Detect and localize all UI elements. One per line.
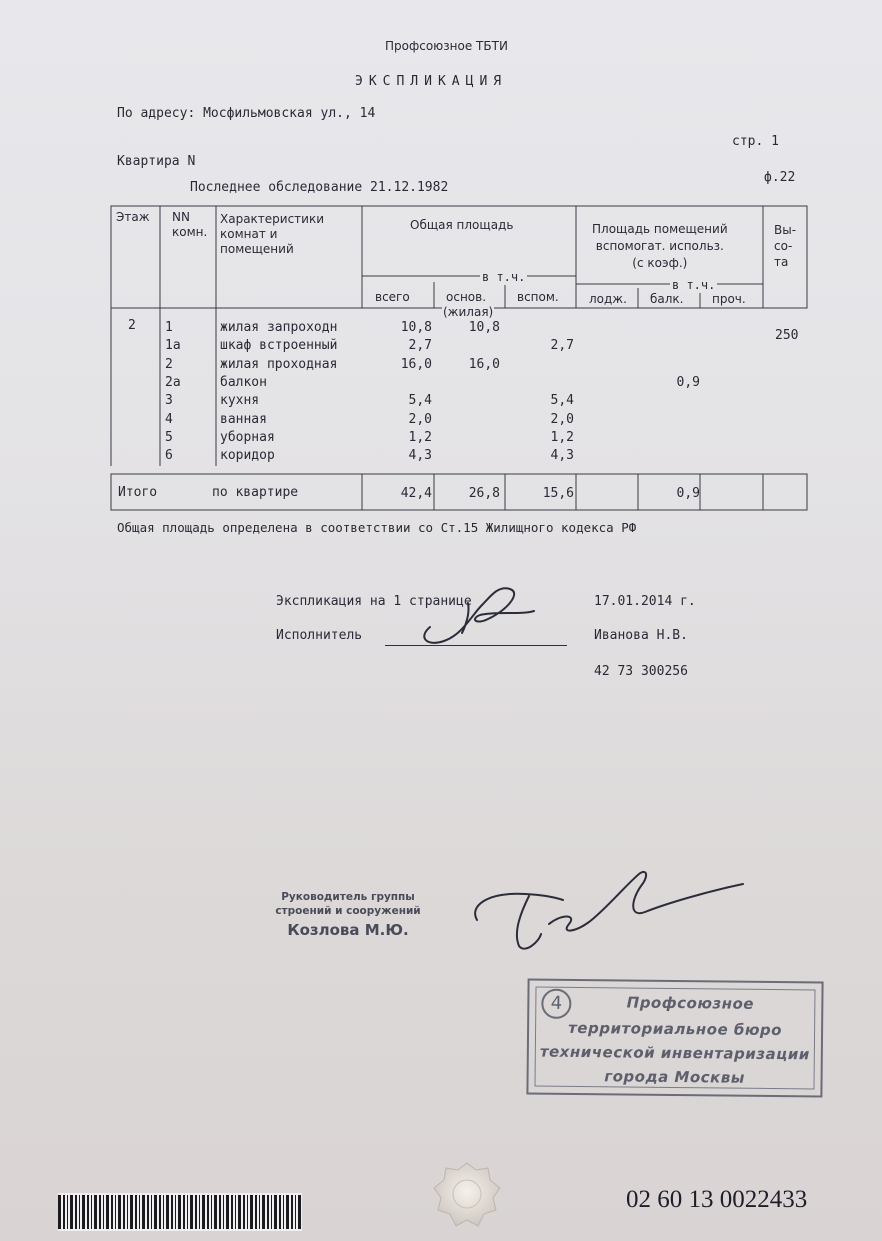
document-title: ЭКСПЛИКАЦИЯ [355, 74, 508, 89]
head-title-line2: строений и сооружений [275, 905, 421, 917]
executor-phone: 42 73 300256 [594, 664, 688, 679]
room-total-area: 10,8 [400, 320, 432, 335]
room-name: кухня [220, 393, 260, 409]
stamp-line3: технической инвентаризации [539, 1042, 810, 1064]
room-aux-area: 5,4 [550, 393, 574, 409]
issue-date: 17.01.2014 г. [594, 594, 696, 609]
room-name: жилая проходная [220, 356, 338, 372]
legal-note: Общая площадь определена в соответствии со Ст.15 Жилищного кодекса РФ [117, 520, 637, 535]
room-name: жилая запроходн [220, 320, 338, 335]
executor-label: Исполнитель [276, 628, 363, 643]
barcode [58, 1193, 302, 1231]
totals-total: 42,4 [400, 486, 432, 501]
page-number: стр. 1 [732, 134, 779, 149]
totals-aux: 15,6 [542, 486, 574, 501]
room-number: 4 [165, 411, 173, 427]
room-name: ванная [220, 411, 267, 427]
stamp-line4: города Москвы [604, 1067, 745, 1087]
room-main-area: 10,8 [468, 320, 500, 335]
col-main-sub-header: (жилая) [443, 305, 494, 319]
totals-label: Итого [118, 485, 158, 500]
room-total-area: 2,0 [408, 411, 432, 427]
pages-count: Экспликация на 1 странице [276, 594, 472, 609]
col-height-header: Вы- со- та [774, 223, 797, 269]
organization-name: Профсоюзное ТБТИ [385, 39, 508, 53]
room-number: 1а [165, 338, 181, 354]
stamp-line1: Профсоюзное [626, 993, 755, 1013]
col-aux-incl-label: в т.ч. [672, 278, 716, 292]
room-total-area: 16,0 [400, 356, 432, 372]
col-incl-label: в т.ч. [482, 270, 526, 284]
room-number: 6 [165, 448, 173, 464]
room-name: коридор [220, 448, 275, 464]
room-name: уборная [220, 429, 275, 445]
form-label: ф.22 [764, 170, 796, 185]
head-title-line1: Руководитель группы [281, 891, 415, 903]
stamp-line2: территориальное бюро [568, 1018, 783, 1040]
organization-stamp [526, 978, 823, 1097]
col-aux-area-header: Площадь помещений вспомогат. использ. (с коэф.) [592, 222, 728, 270]
room-number: 5 [165, 429, 173, 445]
col-total-header: всего [375, 290, 410, 304]
col-other-header: проч. [712, 292, 746, 306]
col-balcony-header: балк. [650, 292, 684, 306]
room-number: 3 [165, 393, 173, 409]
height-value: 250 [775, 328, 799, 343]
room-total-area: 2,7 [408, 338, 432, 354]
room-number: 2 [165, 356, 173, 372]
flat-label: Квартира N [117, 154, 196, 169]
room-aux-area: 2,7 [550, 338, 574, 354]
head-of-group [258, 890, 438, 940]
room-total-area: 1,2 [408, 429, 432, 445]
totals-balcony: 0,9 [676, 486, 700, 501]
head-name: Козлова М.Ю. [287, 921, 409, 939]
address-line: По адресу: Мосфильмовская ул., 14 [117, 106, 376, 121]
col-num-header: NN комн. [172, 210, 208, 239]
totals-sublabel: по квартире [212, 485, 299, 500]
room-aux-area: 4,3 [550, 448, 574, 464]
document-number: 02 60 13 0022433 [626, 1186, 808, 1213]
last-survey: Последнее обследование 21.12.1982 [190, 180, 449, 195]
room-aux-area: 1,2 [550, 429, 574, 445]
col-total-area-header: Общая площадь [410, 218, 514, 232]
col-floor-header: Этаж [116, 210, 150, 224]
col-loggia-header: лодж. [589, 292, 627, 306]
room-main-area: 16,0 [468, 356, 500, 372]
room-name: балкон [220, 374, 267, 390]
room-total-area: 5,4 [408, 393, 432, 409]
embossed-seal-icon [430, 1160, 504, 1230]
executor-name: Иванова Н.В. [594, 628, 688, 643]
room-balcony-area: 0,9 [676, 374, 700, 390]
room-name: шкаф встроенный [220, 338, 338, 354]
col-aux-header: вспом. [517, 290, 559, 304]
room-total-area: 4,3 [408, 448, 432, 464]
room-number: 1 [165, 320, 173, 335]
stamp-number: 4 [541, 989, 571, 1019]
col-description-header: Характеристики комнат и помещений [220, 212, 325, 256]
room-aux-area: 2,0 [550, 411, 574, 427]
col-main-header: основ. [446, 290, 487, 304]
room-number: 2а [165, 374, 181, 390]
floor-value: 2 [128, 318, 136, 333]
head-signature [465, 862, 750, 962]
executor-signature [410, 575, 550, 650]
totals-main: 26,8 [468, 486, 500, 501]
